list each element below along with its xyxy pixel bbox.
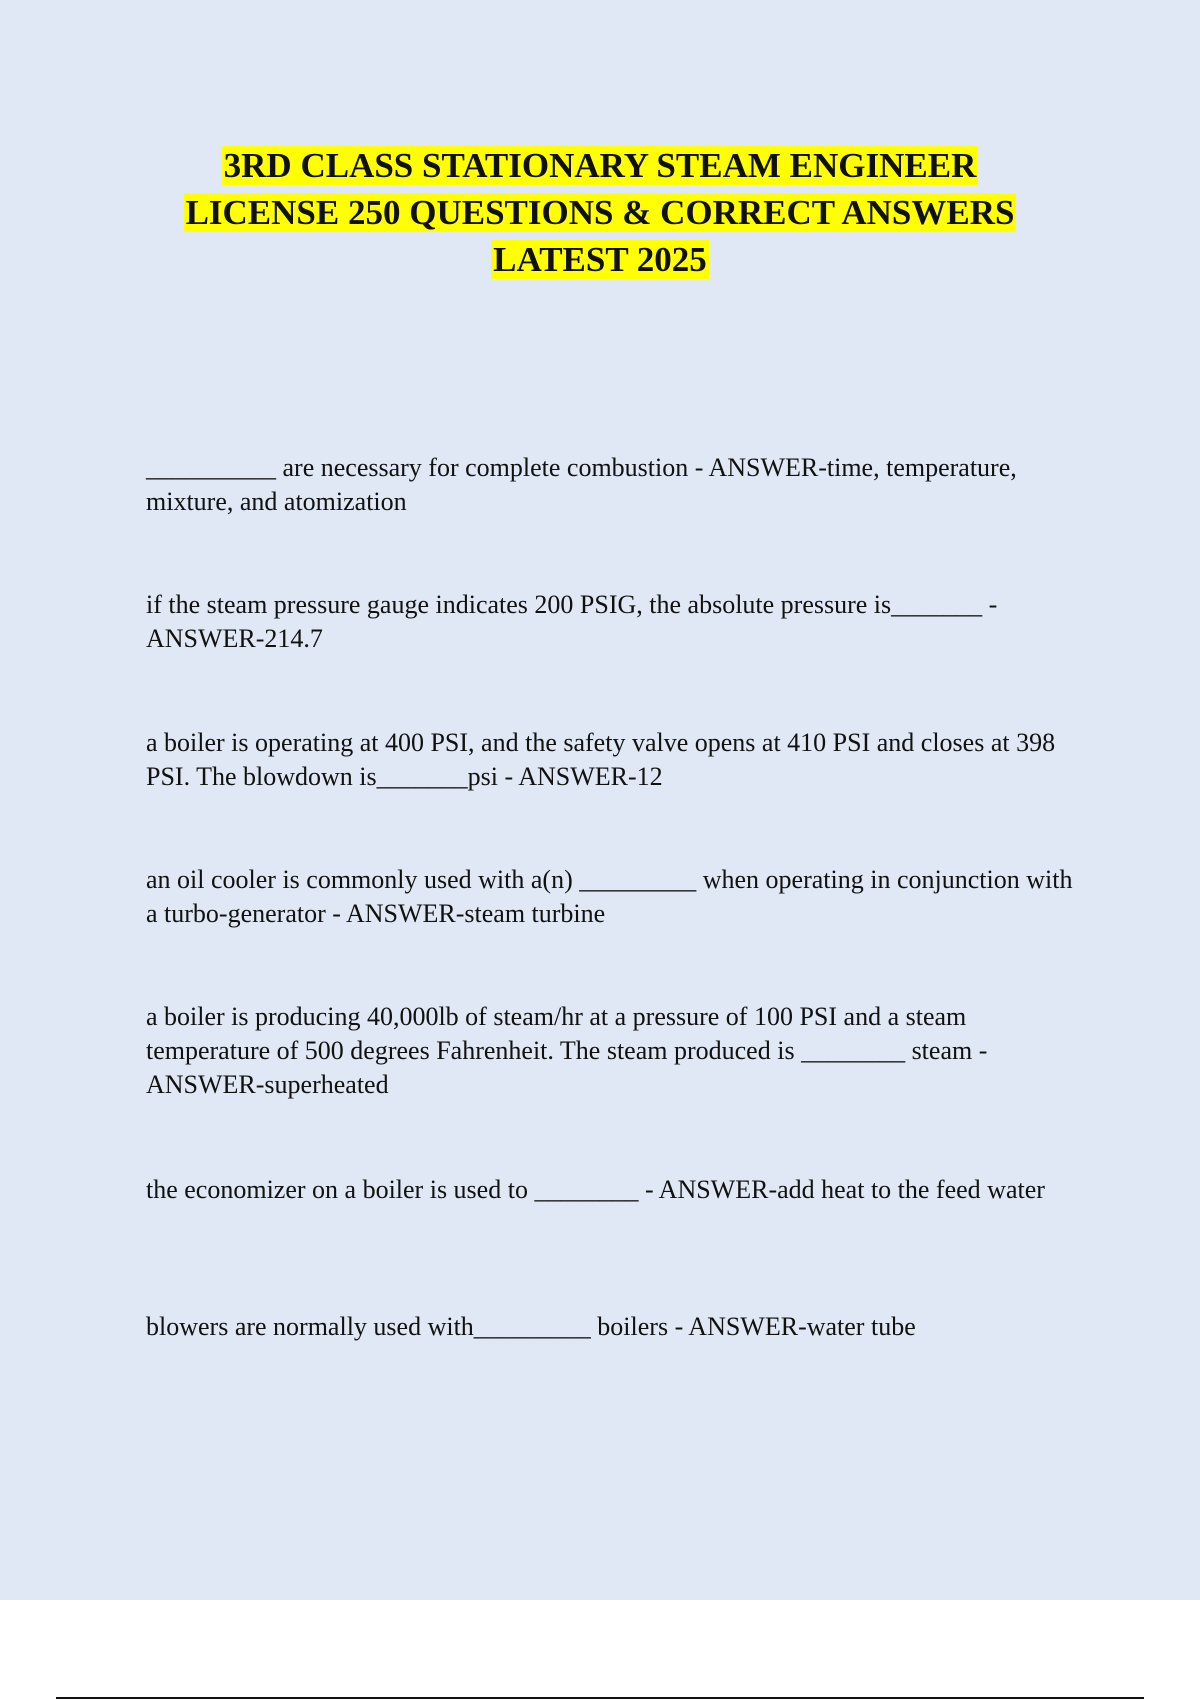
qa-item-3: a boiler is operating at 400 PSI, and the safety valve opens at 410 PSI and closes at 398 PSI. The blowdown is_______psi - ANSWER-12 [146, 728, 1056, 791]
title-line-1: 3RD CLASS STATIONARY STEAM ENGINEER [223, 146, 977, 185]
qa-item-7: blowers are normally used with_________ boilers - ANSWER-water tube [146, 1312, 916, 1341]
qa-item-6: the economizer on a boiler is used to ________ - ANSWER-add heat to the feed water [146, 1175, 1045, 1204]
qa-item-5: a boiler is producing 40,000lb of steam/hr at a pressure of 100 PSI and a steam temperature of 500 degrees Fahrenheit. The steam produced is ________ steam - ANSWER-superheated [146, 1002, 988, 1099]
title-line-2: LICENSE 250 QUESTIONS & CORRECT ANSWERS [185, 193, 1015, 232]
qa-item-4: an oil cooler is commonly used with a(n) _________ when operating in conjunction with a turbo-generator - ANSWER-steam turbine [146, 865, 1073, 928]
qa-item-2: if the steam pressure gauge indicates 200 PSIG, the absolute pressure is_______ - ANSWER-214.7 [146, 590, 998, 653]
title-line-3: LATEST 2025 [493, 240, 707, 279]
document-title [0, 142, 1200, 283]
qa-item-1: __________ are necessary for complete combustion - ANSWER-time, temperature, mixture, and atomization [146, 453, 1017, 516]
footer-divider [56, 1697, 1144, 1699]
